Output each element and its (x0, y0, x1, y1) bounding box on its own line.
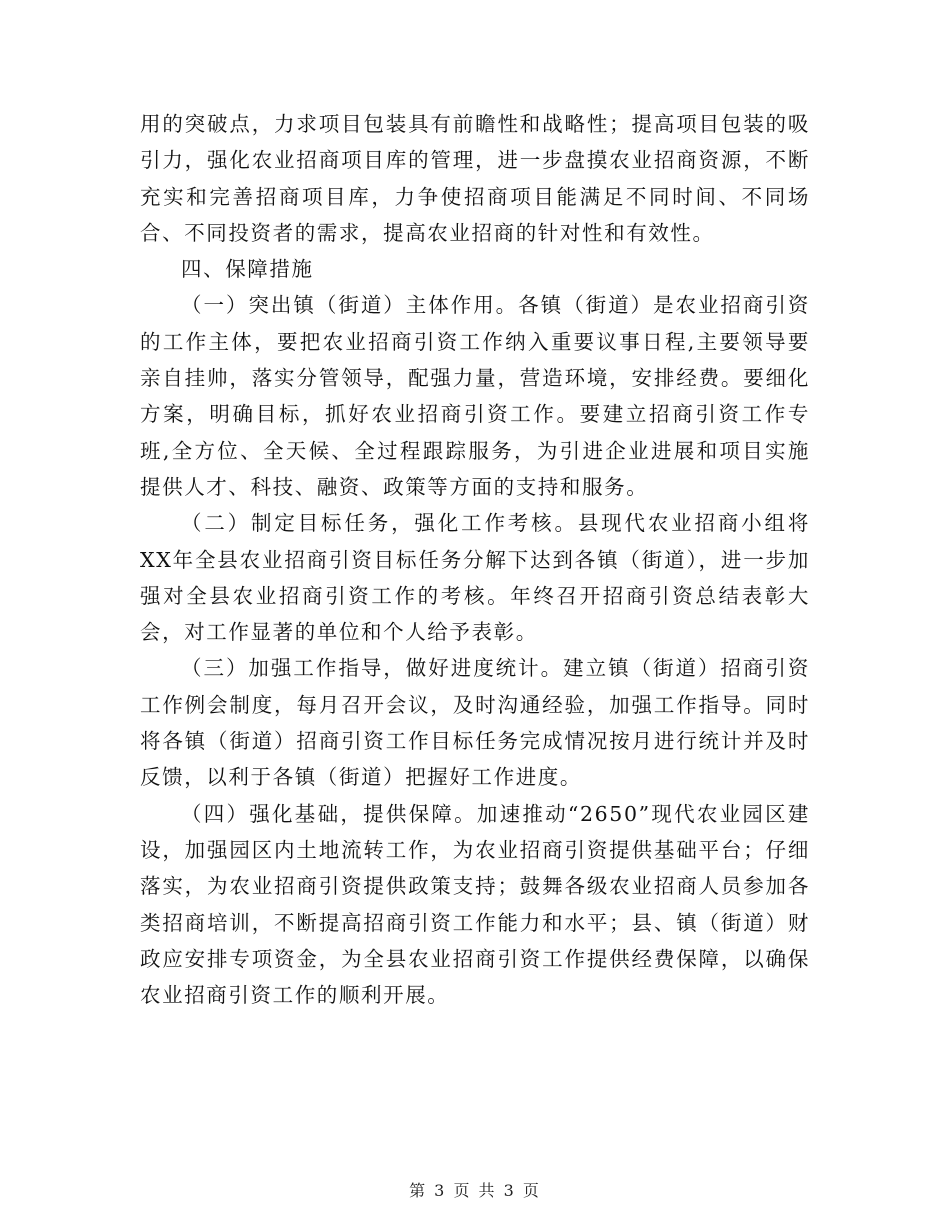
document-body (140, 106, 810, 1013)
paragraph-continuation: 用的突破点，力求项目包装具有前瞻性和战略性；提高项目包装的吸引力，强化农业招商项目库的管理，进一步盘摸农业招商资源，不断充实和完善招商项目库，力争使招商项目能满足不同时间、不同场合、不同投资者的需求，提高农业招商的针对性和有效性。 (140, 112, 810, 245)
paragraph-town-subject-role: （一）突出镇（街道）主体作用。各镇（街道）是农业招商引资的工作主体，要把农业招商引资工作纳入重要议事日程,主要领导要亲自挂帅，落实分管领导，配强力量，营造环境，安排经费。要细化方案，明确目标，抓好农业招商引资工作。要建立招商引资工作专班,全方位、全天候、全过程跟踪服务，为引进企业进展和项目实施提供人才、科技、融资、政策等方面的支持和服务。 (140, 293, 810, 499)
page-number-footer: 第 3 页 共 3 页 (409, 1181, 541, 1200)
paragraph-target-tasks: （二）制定目标任务，强化工作考核。县现代农业招商小组将XX年全县农业招商引资目标任务分解下达到各镇（街道），进一步加强对全县农业招商引资工作的考核。年终召开招商引资总结表彰大会，对工作显著的单位和个人给予表彰。 (140, 511, 810, 645)
paragraph-work-guidance: （三）加强工作指导，做好进度统计。建立镇（街道）招商引资工作例会制度，每月召开会议，及时沟通经验，加强工作指导。同时将各镇（街道）招商引资工作目标任务完成情况按月进行统计并及时反馈，以利于各镇（街道）把握好工作进度。 (140, 656, 810, 790)
paragraph-foundation-guarantee: （四）强化基础，提供保障。加速推动“2650”现代农业园区建设，加强园区内土地流转工作，为农业招商引资提供基础平台；仔细落实，为农业招商引资提供政策支持；鼓舞各级农业招商人员参加各类招商培训，不断提高招商引资工作能力和水平；县、镇（街道）财政应安排专项资金，为全县农业招商引资工作提供经费保障，以确保农业招商引资工作的顺利开展。 (140, 801, 810, 1008)
section-heading-safeguards: 四、保障措施 (181, 257, 314, 282)
